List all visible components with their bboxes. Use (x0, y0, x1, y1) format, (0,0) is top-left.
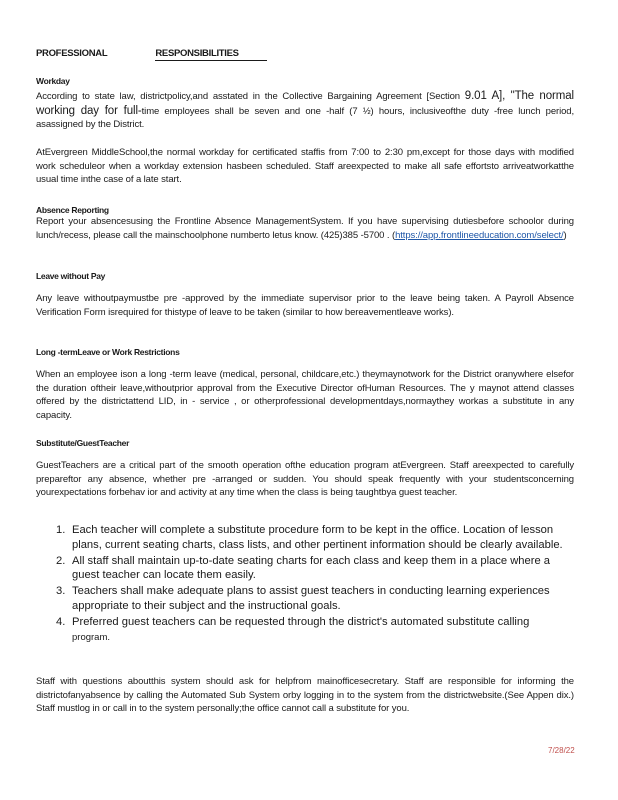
workday-p1-c: time employees shall be seven and one -half (7 ½) hours, inclusiveofthe duty -free lunch period, asassigned by the District. (36, 105, 575, 130)
absence-text-end: ) (563, 229, 567, 241)
substitute-list (48, 523, 576, 647)
workday-p1-a: According to state law, districtpolicy,and asstated in the Collective Bargaining Agreement [Section (36, 91, 460, 102)
list-item (48, 554, 576, 583)
list-number: 3. (56, 585, 66, 598)
list-text: Each teacher will complete a substitute procedure form to be kept in the office. Location of lesson plans, current seating charts, class lists, and other pertinent information should be clearly available. (72, 524, 563, 551)
leave-without-pay-paragraph: Any leave withoutpaymustbe pre -approved by the immediate supervisor prior to the leave being taken. A Payroll Absence Verification Form isrequired for thistype of leave to be taken (similar to how bereavementleave works). (36, 293, 574, 318)
list-number: 2. (56, 554, 66, 567)
absence-heading: Absence Reporting (36, 205, 109, 215)
substitute-heading: Substitute/GuestTeacher (36, 438, 130, 448)
leave-without-pay-heading: Leave without Pay (36, 271, 106, 281)
title-left: PROFESSIONAL (36, 48, 108, 59)
list-text: All staff shall maintain up-to-date seating charts for each class and keep them in a place where a guest teacher can locate them easily. (72, 554, 551, 582)
absence-paragraph (36, 215, 574, 242)
list-item (48, 523, 576, 552)
closing-paragraph: Staff with questions aboutthis system should ask for helpfrom mainofficesecretary. Staff are responsible for informing the districtofanyabsence by calling the Automated Sub System orby logging in to the system from the districtwebsite.(See Appen dix.) Staff mustlog in or call in to the system personally;the office cannot call a substitute for you. (36, 676, 574, 714)
workday-p1-b: 9.01 A], "The normal working day for full- (36, 90, 574, 117)
list-text-tail: program. (72, 631, 111, 643)
substitute-paragraph: GuestTeachers are a critical part of the smooth operation ofthe education program atEvergreen. Staff areexpected to carefully prepareftor any absence, whether pre -arranged or sudden. You should speak frequently with your studentsconcerning yourexpectations forbehav ior and activity at any time when the class is being taughtbya guest teacher. (36, 460, 574, 498)
list-text: Preferred guest teachers can be requested through the district's automated substitute calling (72, 616, 530, 629)
long-term-paragraph: When an employee ison a long -term leave (medical, personal, childcare,etc.) theymaynotwork for the District oranywhere elsefor the duration oftheir leave,withoutprior approval from the Executive Director ofHuman Resources. The y maynot attend classes offered by the districtattend LID, in - service , or otherprofessional developmentdays,normaythey workas a substitute in any capacity. (36, 369, 574, 421)
workday-heading: Workday (36, 76, 70, 86)
workday-paragraph-1 (36, 89, 574, 132)
title-right: RESPONSIBILITIES (155, 48, 267, 61)
absence-text: Report your absencesusing the Frontline Absence ManagementSystem. If you have supervising dutiesbefore schoolor during lunch/recess, please call the mainschoolphone numberto letus know. (425)385 -5700 . ( (36, 216, 574, 241)
footer-date: 7/28/22 (548, 746, 575, 755)
list-number: 1. (56, 524, 66, 536)
workday-paragraph-2: AtEvergreen MiddleSchool,the normal workday for certificated staffis from 7:00 to 2:30 pm,except for those days with modified work scheduleor when a workday extension hasbeen scheduled. Staff areexpected to make all safe effortsto arriveatworkatthe usual time inthe case of a late start. (36, 147, 574, 185)
page-title (36, 48, 574, 61)
list-item (48, 615, 576, 645)
list-number: 4. (56, 616, 66, 629)
list-text: Teachers shall make adequate plans to assist guest teachers in conducting learning experiences appropriate to their subject and the instructional goals. (72, 585, 550, 612)
frontline-link[interactable]: https://app.frontlineeducation.com/select/ (395, 229, 564, 241)
long-term-heading: Long -termLeave or Work Restrictions (36, 347, 180, 357)
list-item (48, 584, 576, 613)
